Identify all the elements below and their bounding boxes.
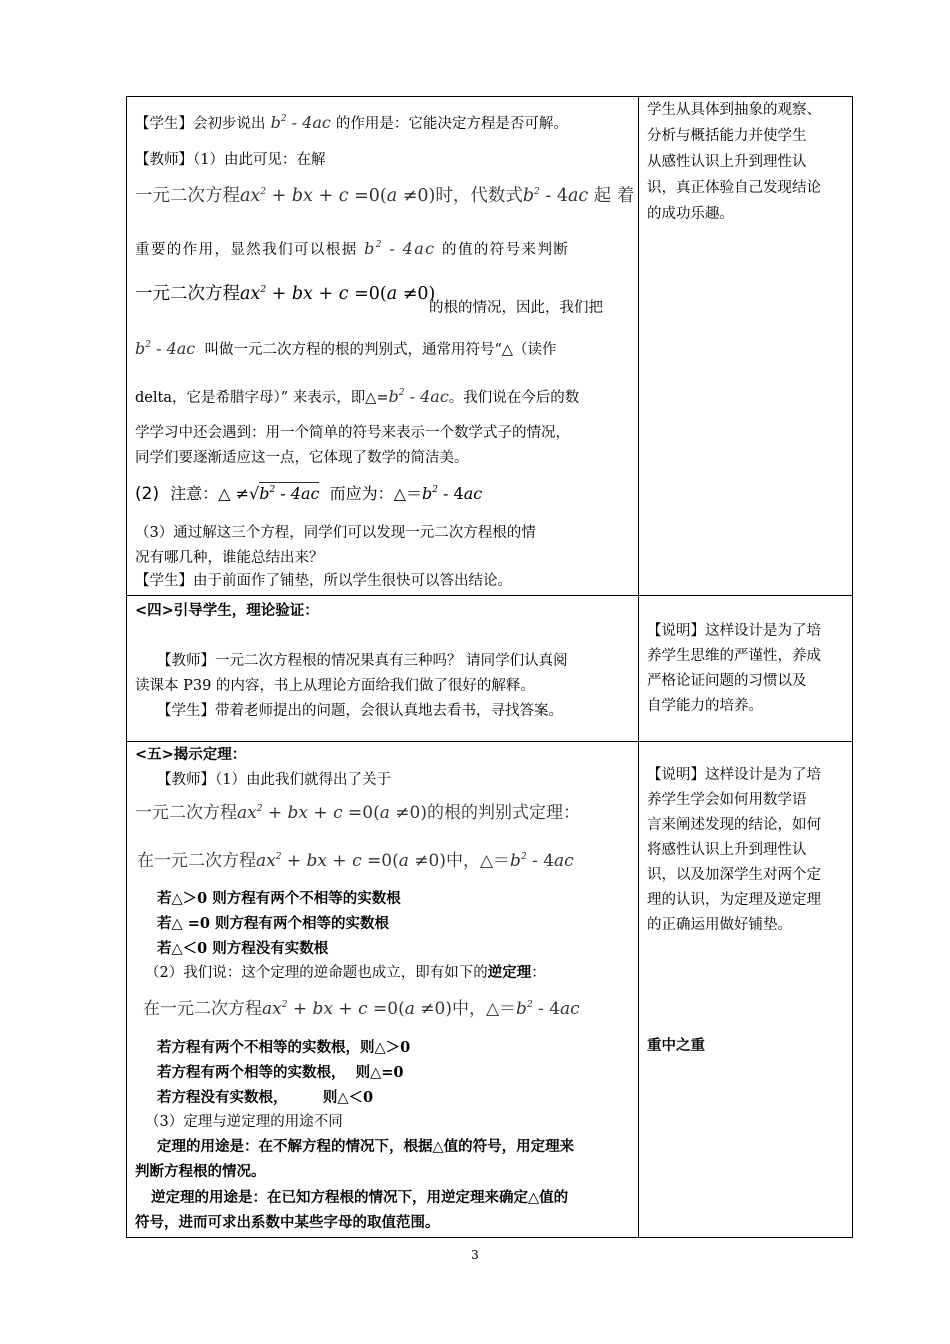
converse-use: 符号，进而可求出系数中某些字母的取值范围。	[135, 1214, 440, 1231]
side-line: 学生从具体到抽象的观察、	[647, 102, 821, 118]
side-line: 严格论证问题的习惯以及	[647, 673, 807, 689]
note-3-line-2: 况有哪几种，谁能总结出来？	[135, 550, 324, 566]
text-line: delta，它是希腊字母）” 来表示，即$\triangle=b^2 - 4ac$。我们说在今后的数	[135, 387, 580, 406]
side-line: 分析与概括能力并使学生	[647, 128, 807, 144]
converse-case: 若方程有两个不相等的实数根，则△＞0	[157, 1039, 411, 1056]
side-line: 的成功乐趣。	[647, 206, 734, 222]
converse-case: 若方程有两个相等的实数根， 则△=0	[157, 1064, 404, 1081]
text-line: 重要的作用，显然我们可以根据 $b^2 - 4ac$ 的值的符号来判断	[135, 239, 570, 258]
student-answer-line: 【学生】会初步说出 $b^2 - 4ac$ 的作用是：它能决定方程是否可解。	[135, 113, 568, 132]
table-row	[127, 97, 853, 596]
discriminant-definition: $b^2 - 4ac$ 叫做一元二次方程的根的判别式，通常用符号“△（读作	[135, 339, 557, 358]
side-line: 养学生学会如何用数学语	[647, 792, 807, 808]
table-row	[127, 596, 853, 742]
text-line: 学学习中还会遇到：用一个简单的符号来表示一个数学式子的情况，	[135, 425, 570, 441]
activity-cell	[127, 742, 639, 1238]
theorem-equation-a: 一元二次方程$ax^2$ + bx + c =0(a ≠0)的根的判别式定理：	[135, 803, 580, 823]
side-line: 言来阐述发现的结论，如何	[647, 817, 821, 833]
section-heading: <四>引导学生，理论验证：	[135, 602, 319, 619]
activity-cell	[127, 596, 639, 742]
side-line: 将感性认识上升到理性认	[647, 842, 807, 858]
text-line: 同学们要逐渐适应这一点，它体现了数学的简洁美。	[135, 450, 469, 466]
intent-cell	[639, 596, 853, 742]
activity-cell	[127, 97, 639, 596]
theorem-use: 判断方程根的情况。	[135, 1163, 266, 1180]
theorem-case: 若△ =0 则方程有两个相等的实数根	[157, 915, 389, 932]
side-line: 【说明】这样设计是为了培	[647, 767, 821, 783]
text-line: 【学生】带着老师提出的问题，会很认真地去看书，寻找答案。	[157, 703, 563, 719]
table-row	[127, 742, 853, 1238]
converse-intro: （2）我们说：这个定理的逆命题也成立，即有如下的逆定理：	[145, 964, 546, 981]
teacher-line: 【教师】（1）由此我们就得出了关于	[157, 772, 391, 788]
text-line: 读课本 P39 的内容，书上从理论方面给我们做了很好的解释。	[135, 678, 535, 694]
student-line: 【学生】由于前面作了铺垫，所以学生很快可以答出结论。	[135, 573, 512, 589]
theorem-case: 若△＜0 则方程没有实数根	[157, 940, 329, 957]
converse-use: 逆定理的用途是：在已知方程根的情况下，用逆定理来确定△值的	[151, 1189, 569, 1206]
side-line: 识，真正体验自己发现结论	[647, 180, 821, 196]
theorem-equation-b: 在一元二次方程$ax^2$ + bx + c =0(a ≠0)中，$\triangle=b^2 - 4ac$	[137, 851, 574, 871]
equation-line-1: 一元二次方程$ax^2$ + bx + c =0(a ≠0)时，代数式$b^2 - 4ac$ 起 着	[135, 186, 635, 206]
theorem-case: 若△＞0 则方程有两个不相等的实数根	[157, 890, 401, 907]
converse-case: 若方程没有实数根， 则△＜0	[157, 1089, 374, 1106]
uses-heading: （3）定理与逆定理的用途不同	[145, 1114, 343, 1130]
side-line: 养学生思维的严谨性，养成	[647, 648, 821, 664]
side-line: 的正确运用做好铺垫。	[647, 917, 792, 933]
side-line: 识，以及加深学生对两个定	[647, 867, 821, 883]
side-line: 从感性认识上升到理性认	[647, 154, 807, 170]
side-line: 理的认识，为定理及逆定理	[647, 892, 821, 908]
page-number: 3	[471, 1248, 479, 1262]
section-heading: <五>揭示定理：	[135, 746, 247, 763]
teacher-line: 【教师】（1）由此可见：在解	[135, 152, 326, 168]
note-2: (2) 注意：△ $\ne√b^2 - 4ac$ 而应为：$\triangle=b^2 - 4ac$	[135, 484, 483, 504]
intent-cell	[639, 97, 853, 596]
text-line: 的根的情况，因此，我们把	[429, 300, 603, 316]
theorem-use: 定理的用途是：在不解方程的情况下，根据△值的符号，用定理来	[157, 1138, 575, 1155]
equation-line-2: 一元二次方程$ax^2$ + bx + c =0(a ≠0)	[135, 284, 436, 304]
converse-equation: 在一元二次方程$ax^2$ + bx + c =0(a ≠0)中，$\triangle=b^2 - 4ac$	[143, 999, 580, 1019]
note-3-line-1: （3）通过解这三个方程，同学们可以发现一元二次方程根的情	[135, 525, 536, 541]
intent-cell	[639, 742, 853, 1238]
lesson-plan-table	[126, 96, 853, 1238]
text-line: 【教师】一元二次方程根的情况果真有三种吗？ 请同学们认真阅	[157, 653, 568, 669]
emphasis-note: 重中之重	[647, 1037, 705, 1054]
side-line: 自学能力的培养。	[647, 698, 763, 714]
side-line: 【说明】这样设计是为了培	[647, 623, 821, 639]
